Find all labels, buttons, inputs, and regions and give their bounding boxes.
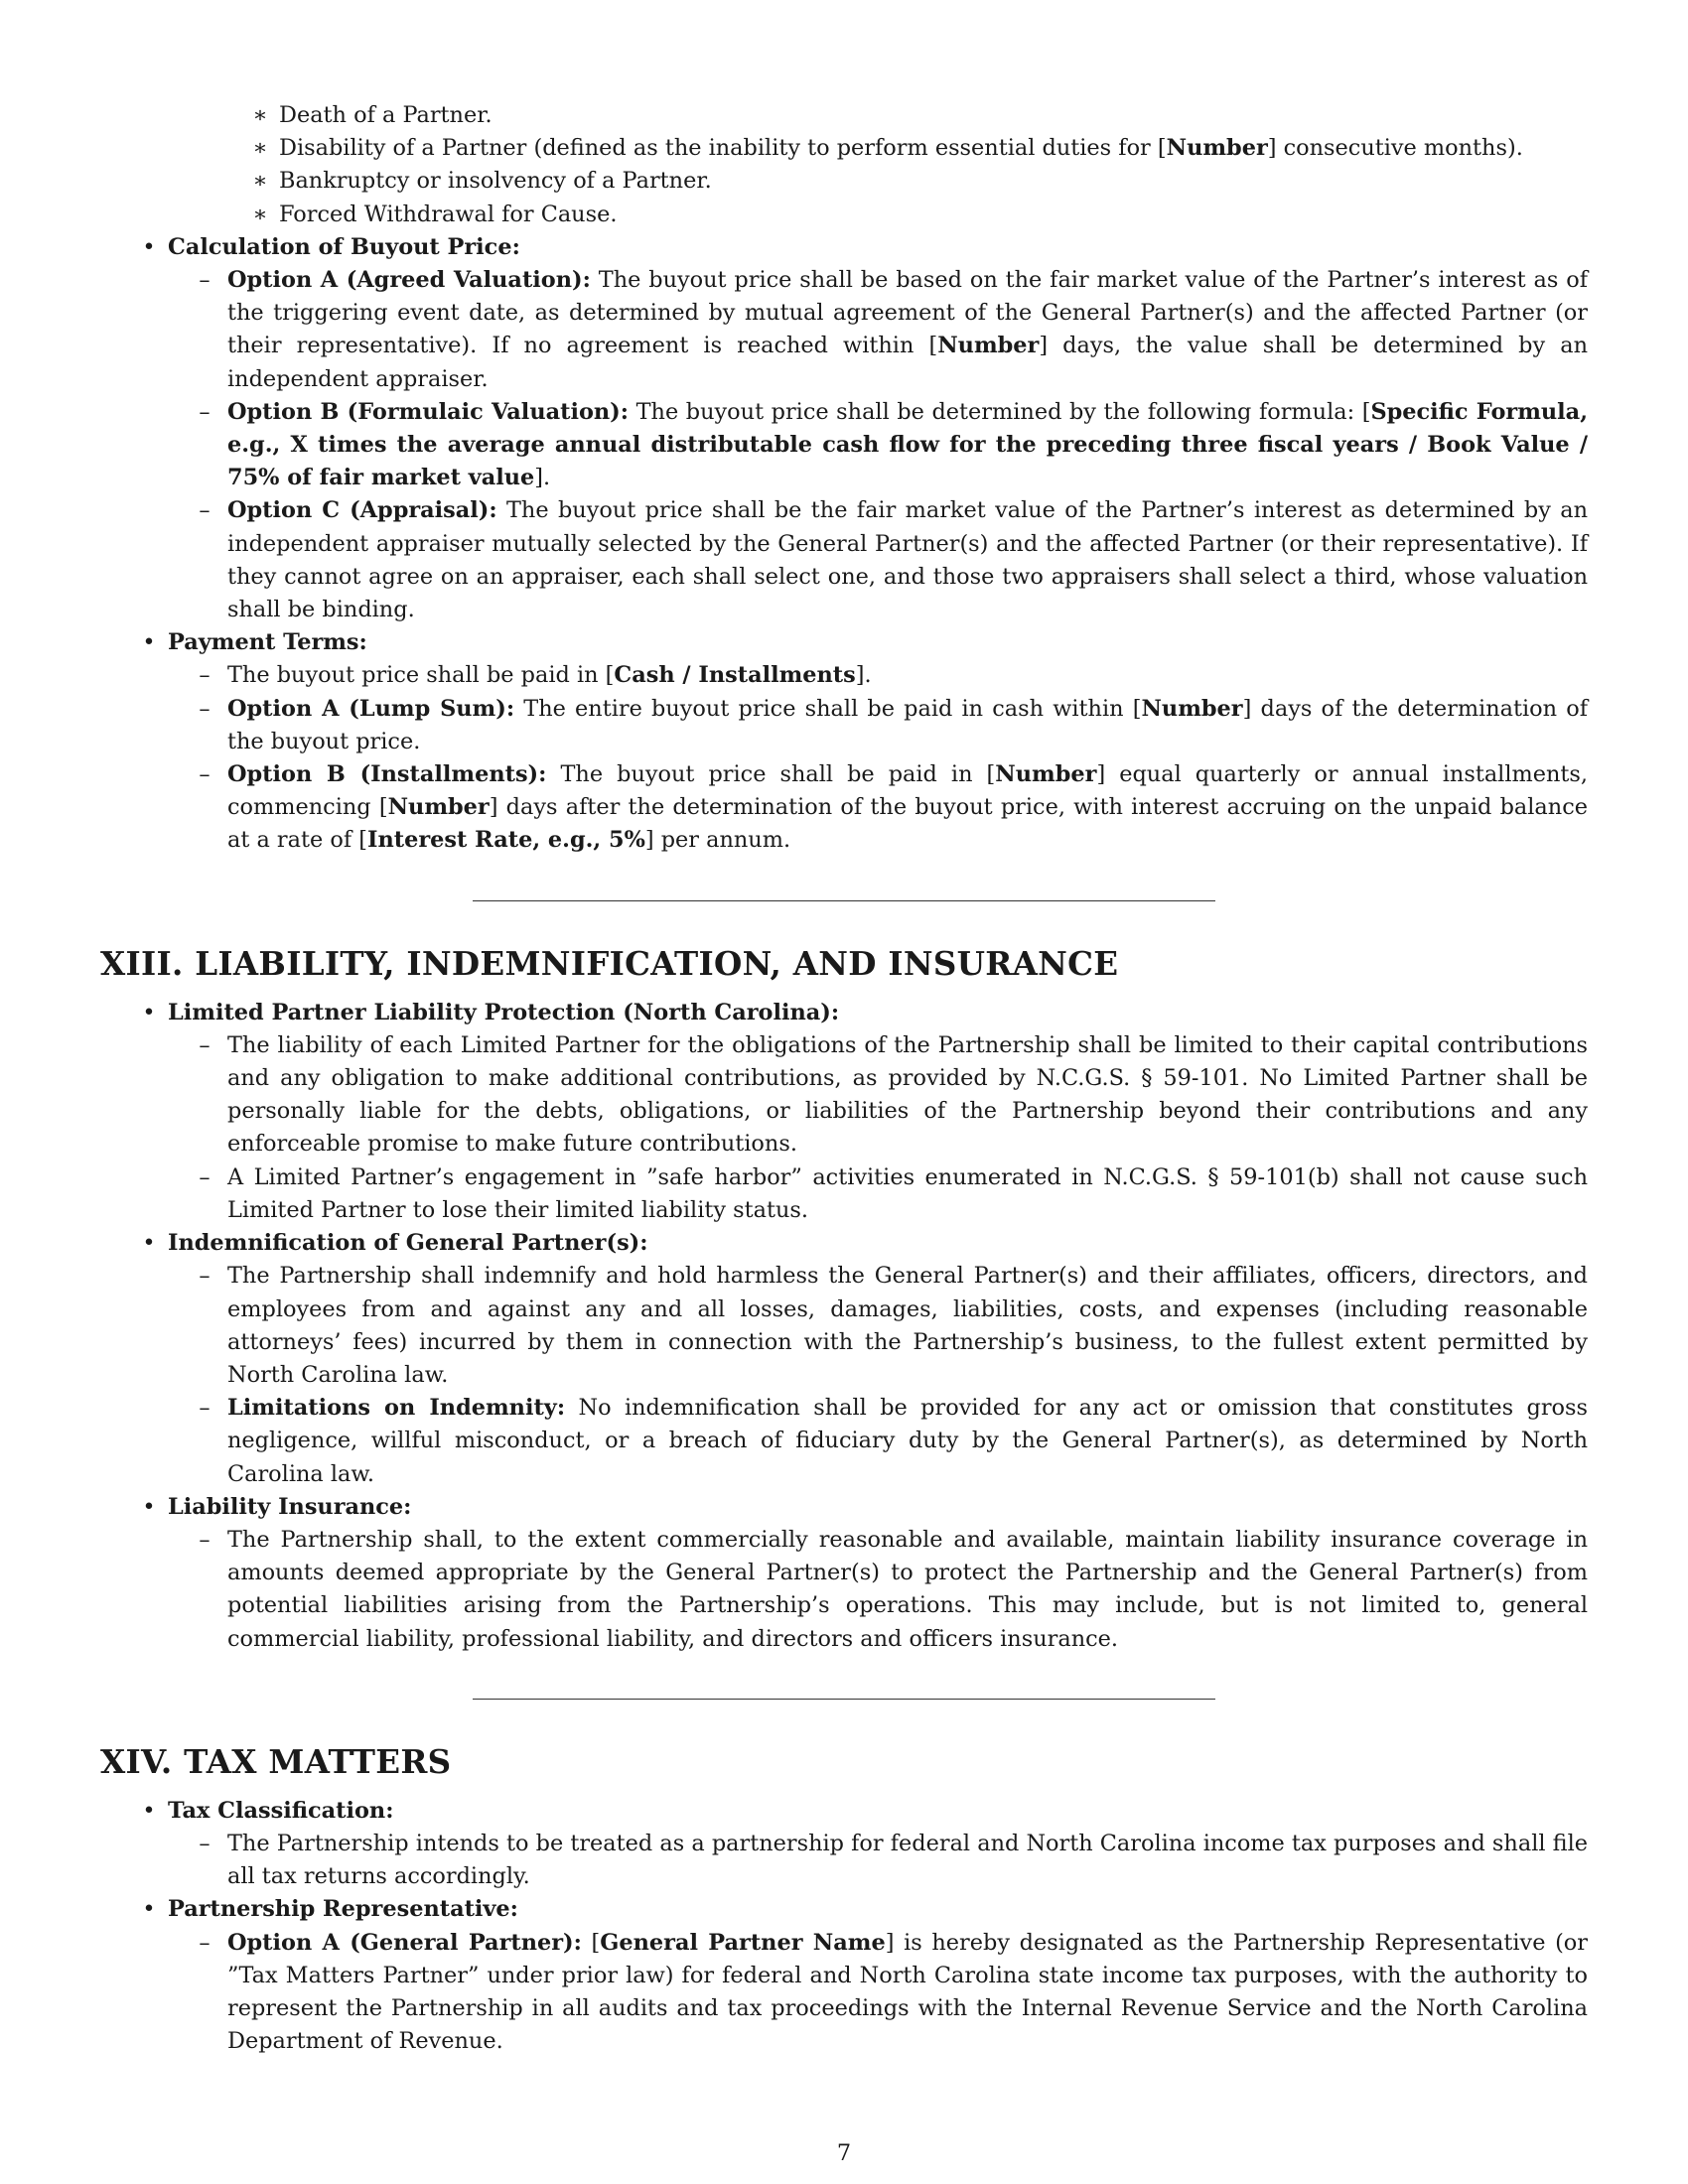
- asterisk-marker: ∗: [252, 201, 268, 227]
- dash-marker: –: [199, 398, 211, 425]
- dash-marker: –: [199, 1830, 211, 1856]
- list-item-limitations-on-indemnity: – Limitations on Indemnity: No indemnification shall be provided for any act or omission that constitutes gross negligence, willful misconduct, or a breach of fiduciary duty by the General Partner(s), as determined by North Carolina law.: [227, 1392, 1588, 1491]
- dash-marker: –: [199, 1263, 211, 1290]
- list-item-indemnification: • Indemnification of General Partner(s):: [168, 1227, 1588, 1260]
- list-item: ∗ Death of a Partner.: [279, 99, 1588, 132]
- list-item: – The liability of each Limited Partner for the obligations of the Partnership shall be limited to their capital contributions and any obligation to make additional contributions, as provided by N.C.G.S. § 59-101. No Limited Partner shall be personally liable for the debts, obligations, or liabilities of the Partnership beyond their contributions and any enforceable promise to make future contributions.: [227, 1029, 1588, 1161]
- section-heading-xiv: XIV. TAX MATTERS: [100, 1741, 452, 1781]
- dash-marker: –: [199, 761, 211, 788]
- placeholder-field: Number: [995, 761, 1097, 788]
- bullet-marker: •: [142, 999, 156, 1025]
- list-item: – The buyout price shall be paid in [Cash / Installments].: [227, 659, 1588, 692]
- placeholder-field: Specific Formula, e.g., X times the average annual distributable cash flow for the preceding three fiscal years / Book Value / 75% of fair market value: [227, 398, 1588, 491]
- bullet-marker: •: [142, 233, 156, 260]
- section-divider: [473, 1699, 1215, 1700]
- list-item-payment-terms: • Payment Terms:: [168, 626, 1588, 659]
- bullet-marker: •: [142, 629, 156, 656]
- list-item-option-a: – Option A (Lump Sum): The entire buyout price shall be paid in cash within [Number] days of the determination of the buyout price.: [227, 693, 1588, 758]
- list-item: – The Partnership shall indemnify and hold harmless the General Partner(s) and their affiliates, officers, directors, and employees from and against any and all losses, damages, liabilities, costs, and expenses (including reasonable attorneys’ fees) incurred by them in connection with the Partnership’s business, to the fullest extent permitted by North Carolina law.: [227, 1260, 1588, 1392]
- list-item: – The Partnership intends to be treated as a partnership for federal and North Carolina income tax purposes and shall file all tax returns accordingly.: [227, 1828, 1588, 1893]
- placeholder-field: Number: [937, 333, 1040, 359]
- dash-marker: –: [199, 695, 211, 722]
- dash-marker: –: [199, 497, 211, 524]
- dash-marker: –: [199, 1031, 211, 1058]
- section-divider: [473, 900, 1215, 901]
- dash-marker: –: [199, 1395, 211, 1422]
- dash-marker: –: [199, 662, 211, 689]
- bullet-marker: •: [142, 1797, 156, 1824]
- list-item-partnership-representative: • Partnership Representative:: [168, 1893, 1588, 1926]
- list-item-tax-classification: • Tax Classification:: [168, 1795, 1588, 1828]
- list-item: – The Partnership shall, to the extent commercially reasonable and available, maintain liability insurance coverage in amounts deemed appropriate by the General Partner(s) to protect the Partnership and the General Partner(s) from potential liabilities arising from the Partnership’s operations. This may include, but is not limited to, general commercial liability, professional liability, and directors and officers insurance.: [227, 1524, 1588, 1656]
- bullet-marker: •: [142, 1896, 156, 1923]
- placeholder-field: General Partner Name: [600, 1929, 886, 1956]
- asterisk-marker: ∗: [252, 168, 268, 195]
- placeholder-field: Number: [1141, 695, 1243, 722]
- asterisk-marker: ∗: [252, 135, 268, 162]
- page-content: [100, 99, 1588, 2058]
- list-item: ∗ Forced Withdrawal for Cause.: [279, 199, 1588, 231]
- list-item: ∗ Bankruptcy or insolvency of a Partner.: [279, 165, 1588, 198]
- asterisk-marker: ∗: [252, 102, 268, 128]
- placeholder-field: Cash / Installments: [614, 662, 856, 689]
- bullet-marker: •: [142, 1230, 156, 1257]
- page-number: 7: [836, 2140, 852, 2166]
- list-item-liability-insurance: • Liability Insurance:: [168, 1491, 1588, 1524]
- dash-marker: –: [199, 267, 211, 294]
- list-item-limited-partner-liability: • Limited Partner Liability Protection (North Carolina):: [168, 997, 1588, 1029]
- placeholder-field: Number: [387, 794, 490, 821]
- dash-marker: –: [199, 1929, 211, 1956]
- section-heading-xiii: XIII. LIABILITY, INDEMNIFICATION, AND INSURANCE: [100, 943, 1119, 983]
- bullet-marker: •: [142, 1493, 156, 1520]
- list-item-option-b: – Option B (Installments): The buyout price shall be paid in [Number] equal quarterly or annual installments, commencing [Number] days after the determination of the buyout price, with interest accruing on the unpaid balance at a rate of [Interest Rate, e.g., 5%] per annum.: [227, 758, 1588, 858]
- list-item: ∗ Disability of a Partner (defined as the inability to perform essential duties for [Number] consecutive months).: [279, 132, 1588, 165]
- list-item-option-b: – Option B (Formulaic Valuation): The buyout price shall be determined by the following formula: [Specific Formula, e.g., X times the average annual distributable cash flow for the preceding three fiscal years / Book Value / 75% of fair market value].: [227, 396, 1588, 495]
- list-item-option-a: – Option A (General Partner): [General Partner Name] is hereby designated as the Partnership Representative (or ”Tax Matters Partner” under prior law) for federal and North Carolina state income tax purposes, with the authority to represent the Partnership in all audits and tax proceedings with the Internal Revenue Service and the North Carolina Department of Revenue.: [227, 1927, 1588, 2059]
- dash-marker: –: [199, 1163, 211, 1190]
- placeholder-field: Interest Rate, e.g., 5%: [366, 827, 645, 854]
- list-item: – A Limited Partner’s engagement in ”safe harbor” activities enumerated in N.C.G.S. § 59-101(b) shall not cause such Limited Partner to lose their limited liability status.: [227, 1161, 1588, 1227]
- list-item-calculation-of-buyout-price: • Calculation of Buyout Price:: [168, 231, 1588, 264]
- placeholder-field: Number: [1166, 135, 1268, 162]
- list-item-option-c: – Option C (Appraisal): The buyout price shall be the fair market value of the Partner’s interest as determined by an independent appraiser mutually selected by the General Partner(s) and the affected Partner (or their representative). If they cannot agree on an appraiser, each shall select one, and those two appraisers shall select a third, whose valuation shall be binding.: [227, 494, 1588, 626]
- list-item-option-a: – Option A (Agreed Valuation): The buyout price shall be based on the fair market value of the Partner’s interest as of the triggering event date, as determined by mutual agreement of the General Partner(s) and the affected Partner (or their representative). If no agreement is reached within [Number] days, the value shall be determined by an independent appraiser.: [227, 264, 1588, 396]
- dash-marker: –: [199, 1526, 211, 1553]
